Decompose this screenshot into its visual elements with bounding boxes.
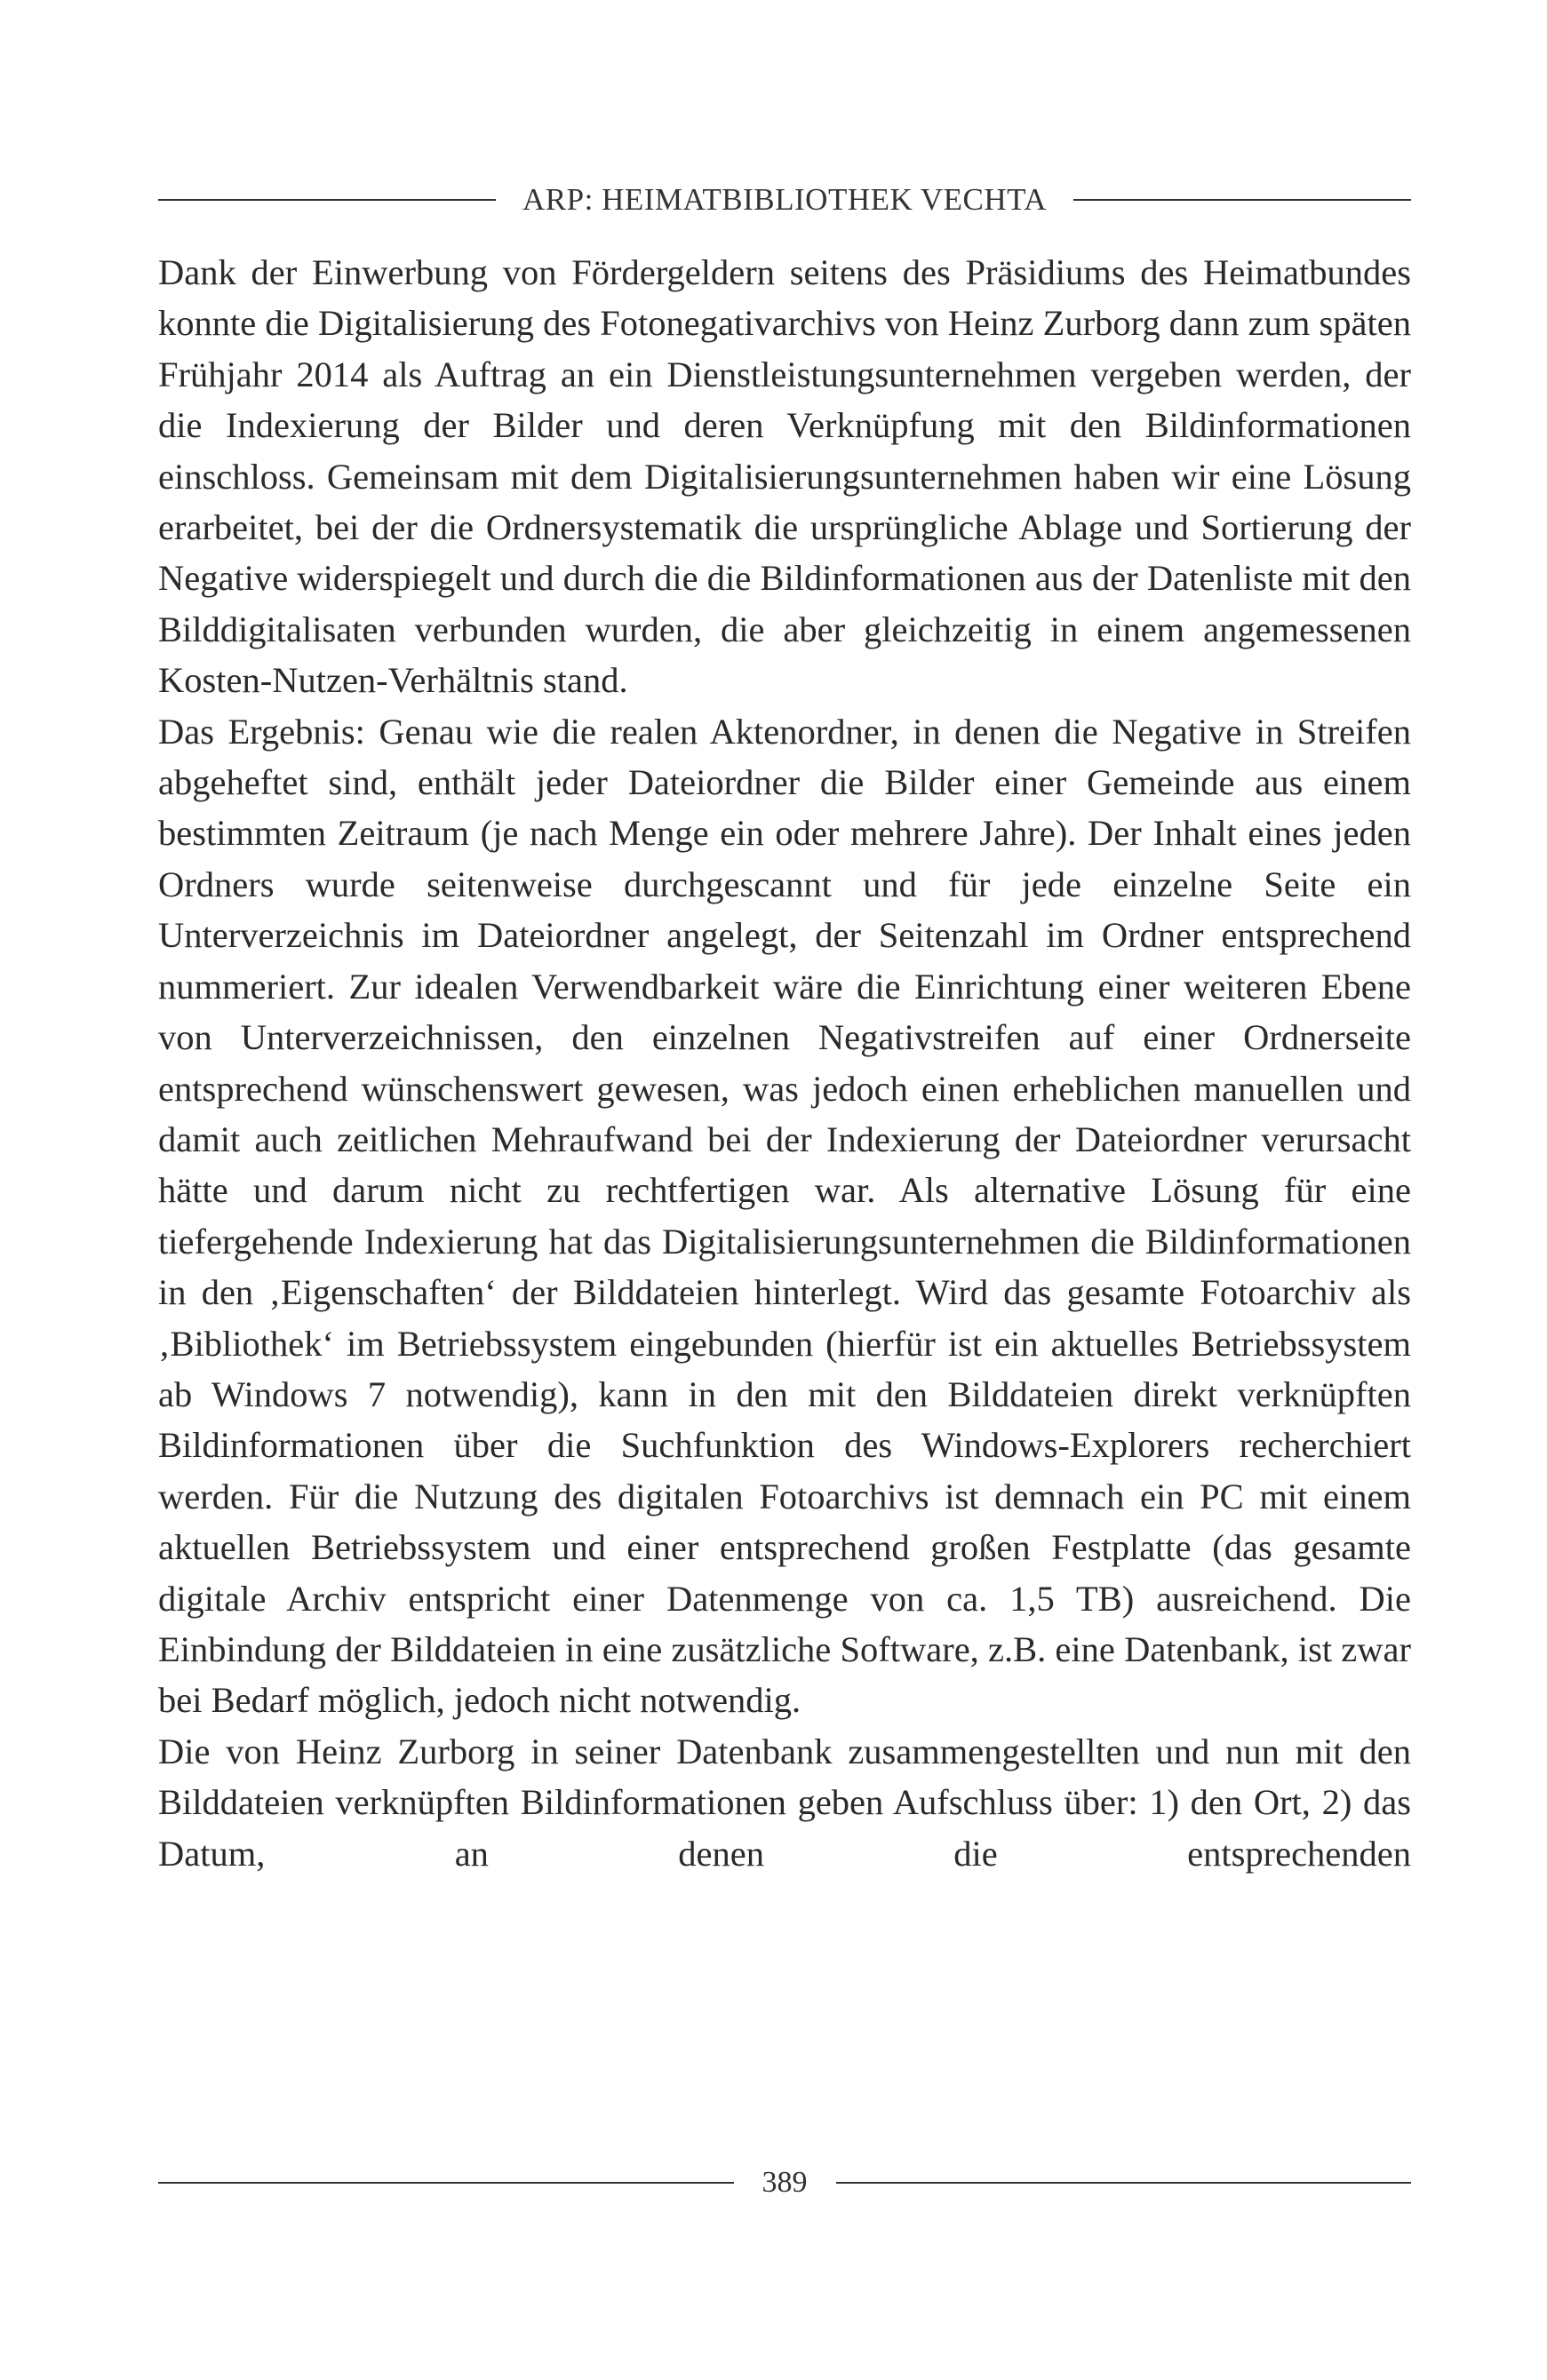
page-footer (158, 2161, 1411, 2205)
footer-rule-right (836, 2182, 1412, 2184)
paragraph-1: Dank der Einwerbung von Fördergeldern seitens des Präsidiums des Heimatbundes konnte die Digitalisierung des Fotonegativarchivs von Heinz Zurborg dann zum späten Frühjahr 2014 als Auftrag an ein Dienstleistungsunternehmen vergeben werden, der die Indexierung der Bilder und deren Verknüpfung mit den Bildinformationen einschloss. Gemeinsam mit dem Digitalisierungsunternehmen haben wir eine Lösung erarbeitet, bei der die Ordnersystematik die ursprüngliche Ablage und Sortierung der Negative widerspiegelt und durch die die Bildinformationen aus der Datenliste mit den Bilddigitalisaten verbunden wurden, die aber gleichzeitig in einem angemessenen Kosten-Nutzen-Verhältnis stand. (158, 252, 1411, 701)
running-title: ARP: HEIMATBIBLIOTHEK VECHTA (522, 182, 1047, 217)
running-header (158, 178, 1411, 222)
header-rule-right (1073, 199, 1411, 201)
header-rule-left (158, 199, 496, 201)
body-text (158, 247, 1411, 1879)
page-number: 389 (762, 2166, 808, 2199)
paragraph-3: Die von Heinz Zurborg in seiner Datenbank zusammengestellten und nun mit den Bilddateien verknüpften Bildinformationen geben Aufschluss über: 1) den Ort, 2) das Datum, an denen die entsprechenden (158, 1731, 1411, 1874)
footer-rule-left (158, 2182, 734, 2184)
paragraph-2: Das Ergebnis: Genau wie die realen Aktenordner, in denen die Negative in Streifen abgeheftet sind, enthält jeder Dateiordner die Bilder einer Gemeinde aus einem bestimmten Zeitraum (je nach Menge ein oder mehrere Jahre). Der Inhalt eines jeden Ordners wurde seitenweise durchgescannt und für jede einzelne Seite ein Unterverzeichnis im Dateiordner angelegt, der Seitenzahl im Ordner entsprechend nummeriert. Zur idealen Verwendbarkeit wäre die Einrichtung einer weiteren Ebene von Unterverzeichnissen, den einzelnen Negativstreifen auf einer Ordnerseite entsprechend wünschenswert gewesen, was jedoch einen erheblichen manuellen und damit auch zeitlichen Mehraufwand bei der Indexierung der Dateiordner verursacht hätte und darum nicht zu rechtfertigen war. Als alternative Lösung für eine tiefergehende Indexierung hat das Digitalisierungsunternehmen die Bildinformationen in den ‚Eigenschaften‘ der Bilddateien hinterlegt. Wird das gesamte Fotoarchiv als ‚Bibliothek‘ im Betriebssystem eingebunden (hierfür ist ein aktuelles Betriebssystem ab Windows 7 notwendig), kann in den mit den Bilddateien direkt verknüpften Bildinformationen über die Suchfunktion des Windows-Explorers recherchiert werden. Für die Nutzung des digitalen Fotoarchivs ist demnach ein PC mit einem aktuellen Betriebssystem und einer entsprechend großen Festplatte (das gesamte digitale Archiv entspricht einer Datenmenge von ca. 1,5 TB) ausreichend. Die Einbindung der Bilddateien in eine zusätzliche Software, z.B. eine Datenbank, ist zwar bei Bedarf möglich, jedoch nicht notwendig. (158, 711, 1411, 1721)
